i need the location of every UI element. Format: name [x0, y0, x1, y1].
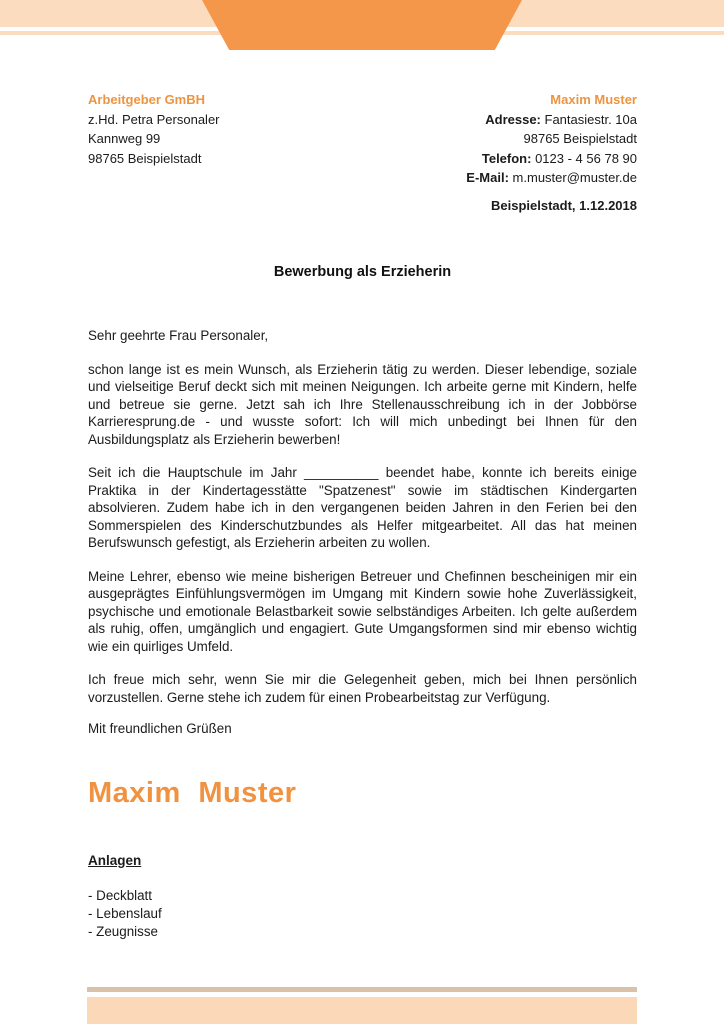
footer-peach-bar [87, 997, 637, 1024]
recipient-street: Kannweg 99 [88, 131, 161, 146]
sender-email-value: m.muster@muster.de [512, 170, 637, 185]
sender-address-label: Adresse: [485, 111, 541, 127]
subject-line: Bewerbung als Erzieherin [273, 264, 452, 280]
signature: Maxim Muster [88, 776, 297, 809]
recipient-company: Arbeitgeber GmBH [88, 92, 206, 107]
sender-city-line [466, 129, 637, 149]
attachments-heading: Anlagen [88, 852, 142, 868]
recipient-city: 98765 Beispielstadt [88, 150, 202, 166]
recipient-address-block [88, 90, 220, 215]
paragraph-experience: Seit ich die Hauptschule im Jahr __________ beendet habe, konnte ich bereits einige Praktika in der Kindertagesstätte "Spatzenest" sowie im städtischen Kindergarten absolvieren. Zudem habe ich in den vergangenen beiden Jahren in den Ferien bei den Sommerspielen des Kinderschutzbundes als Helfer mitgearbeitet. All das hat meinen Berufswunsch gefestigt, als Erzieherin arbeiten zu wollen. [88, 465, 637, 550]
paragraph-skills: Meine Lehrer, ebenso wie meine bisherigen Betreuer und Chefinnen bescheinigen mir ein ausgeprägtes Einfühlungsvermögen im Umgang mit Kindern sowie hohe Zuverlässigkeit, psychische und emotionale Belastbarkeit sowie selbständiges Arbeiten. Ich gelte außerdem als ruhig, offen, umgänglich und engagiert. Gute Umgangsformen sind mir ebenso wichtig wie ein quirliges Umfeld. [88, 568, 637, 654]
sender-email-label: E-Mail: [466, 170, 509, 185]
letter-body [88, 327, 637, 738]
sender-name: Maxim Muster [550, 92, 637, 107]
paragraph-motivation: schon lange ist es mein Wunsch, als Erzieherin tätig zu werden. Dieser lebendige, soziale und vielseitige Beruf deckt sich mit meinen Neigungen. Ich arbeite gerne mit Kindern, helfe und betreue sie gerne. Jetzt sah ich Ihre Stellenausschreibung ich in der Jobbörse Karrieresprung.de - und wusste sofort: Ich will mich unbedingt bei Ihnen für den Ausbildungsplatz als Erzieherin bewerben! [88, 361, 637, 447]
sender-phone-label: Telefon: [481, 150, 532, 166]
attachment-item-lebenslauf: - Lebenslauf [88, 905, 162, 921]
footer-thin-bar [87, 987, 637, 992]
sender-email-line [466, 168, 637, 188]
attachment-item-zeugnisse: - Zeugnisse [88, 923, 158, 939]
sender-address-block [466, 90, 637, 215]
sender-phone-value: 0123 - 4 56 78 90 [535, 150, 637, 166]
letter-content [88, 0, 637, 941]
sender-address-value: Fantasiestr. 10a [544, 111, 637, 127]
sender-phone-line [466, 149, 637, 169]
attachments-list [88, 887, 637, 941]
paragraph-invitation: Ich freue mich sehr, wenn Sie mir die Gelegenheit geben, mich bei Ihnen persönlich vorzustellen. Gerne stehe ich zudem für einen Probearbeitstag zur Verfügung. [88, 672, 637, 705]
salutation: Sehr geehrte Frau Personaler, [88, 328, 269, 343]
recipient-attention: z.Hd. Petra Personaler [88, 111, 220, 127]
date-line: Beispielstadt, 1.12.2018 [491, 197, 637, 213]
closing-line: Mit freundlichen Grüßen [88, 721, 232, 736]
address-row [88, 90, 637, 215]
sender-city-value: 98765 Beispielstadt [523, 131, 637, 146]
sender-address-line [466, 110, 637, 130]
attachment-item-deckblatt: - Deckblatt [88, 887, 152, 903]
header-trapezoid-shape [202, 0, 522, 50]
